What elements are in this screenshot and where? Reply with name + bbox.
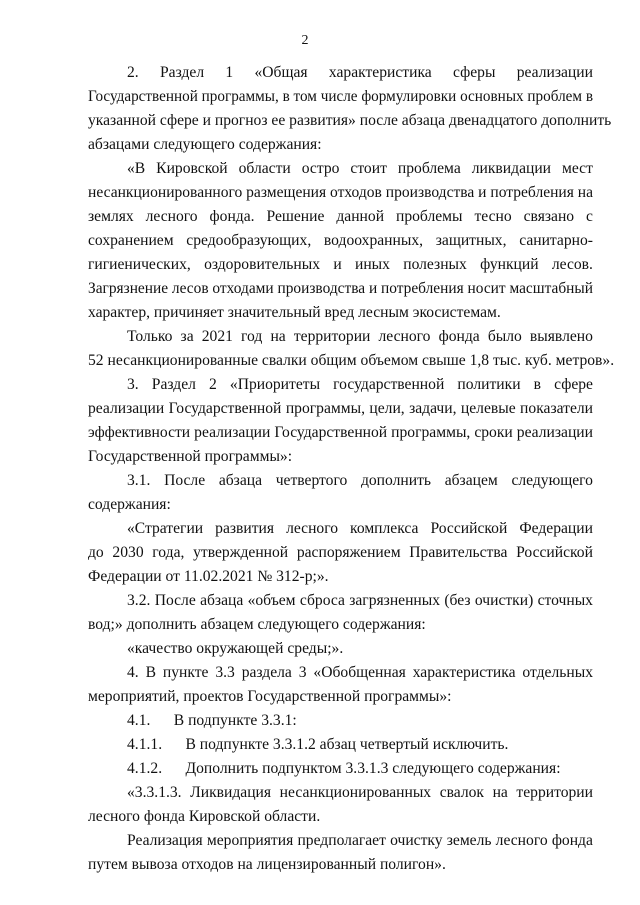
text-line: сохранением средообразующих, водоохранных, защитных, санитарно-: [88, 232, 593, 249]
text-line: 4. В пункте 3.3 раздела 3 «Обобщенная характеристика отдельных: [127, 664, 593, 681]
text-line: «В Кировской области остро стоит проблема ликвидации мест: [127, 160, 593, 177]
text-line: 52 несанкционированные свалки общим объемом свыше 1,8 тыс. куб. метров».: [88, 352, 615, 369]
text-line: гигиенических, оздоровительных и иных полезных функций лесов.: [88, 256, 593, 273]
text-line: Реализация мероприятия предполагает очистку земель лесного фонда: [127, 832, 593, 849]
text-line: реализации Государственной программы, цели, задачи, целевые показатели: [88, 400, 593, 417]
text-line: 4.1. В подпункте 3.3.1:: [127, 712, 297, 729]
text-line: 2. Раздел 1 «Общая характеристика сферы реализации: [127, 64, 593, 81]
text-line: путем вывоза отходов на лицензированный полигон».: [88, 856, 446, 873]
page-number: 2: [301, 33, 309, 48]
text-line: «Стратегии развития лесного комплекса Российской Федерации: [127, 520, 593, 537]
text-line: до 2030 года, утвержденной распоряжением Правительства Российской: [88, 544, 593, 561]
text-line: Только за 2021 год на территории лесного фонда было выявлено: [127, 328, 593, 345]
text-line: 3. Раздел 2 «Приоритеты государственной политики в сфере: [127, 376, 593, 393]
text-line: 4.1.2. Дополнить подпунктом 3.3.1.3 следующего содержания:: [127, 760, 561, 777]
text-line: абзацами следующего содержания:: [88, 136, 322, 153]
text-line: Государственной программы»:: [88, 448, 293, 465]
text-line: эффективности реализации Государственной программы, сроки реализации: [88, 424, 593, 441]
text-line: землях лесного фонда. Решение данной проблемы тесно связано с: [88, 208, 593, 225]
text-line: «качество окружающей среды;».: [127, 640, 344, 657]
text-line: Государственной программы, в том числе формулировки основных проблем в: [88, 88, 593, 105]
text-line: несанкционированного размещения отходов производства и потребления на: [88, 184, 593, 201]
text-line: «3.3.1.3. Ликвидация несанкционированных свалок на территории: [127, 784, 593, 801]
text-line: указанной сфере и прогноз ее развития» после абзаца двенадцатого дополнить: [88, 112, 612, 129]
text-line: мероприятий, проектов Государственной программы»:: [88, 688, 452, 705]
text-line: лесного фонда Кировской области.: [88, 808, 321, 825]
text-line: Загрязнение лесов отходами производства и потребления носит масштабный: [88, 280, 593, 297]
text-line: характер, причиняет значительный вред лесным экосистемам.: [88, 304, 501, 321]
text-line: 3.1. После абзаца четвертого дополнить абзацем следующего: [127, 472, 593, 489]
text-line: вод;» дополнить абзацем следующего содержания:: [88, 616, 426, 633]
text-line: Федерации от 11.02.2021 № 312-р;».: [88, 568, 329, 585]
text-line: 3.2. После абзаца «объем сброса загрязненных (без очистки) сточных: [127, 592, 593, 609]
text-line: содержания:: [88, 496, 171, 513]
text-line: 4.1.1. В подпункте 3.3.1.2 абзац четвертый исключить.: [127, 736, 509, 753]
